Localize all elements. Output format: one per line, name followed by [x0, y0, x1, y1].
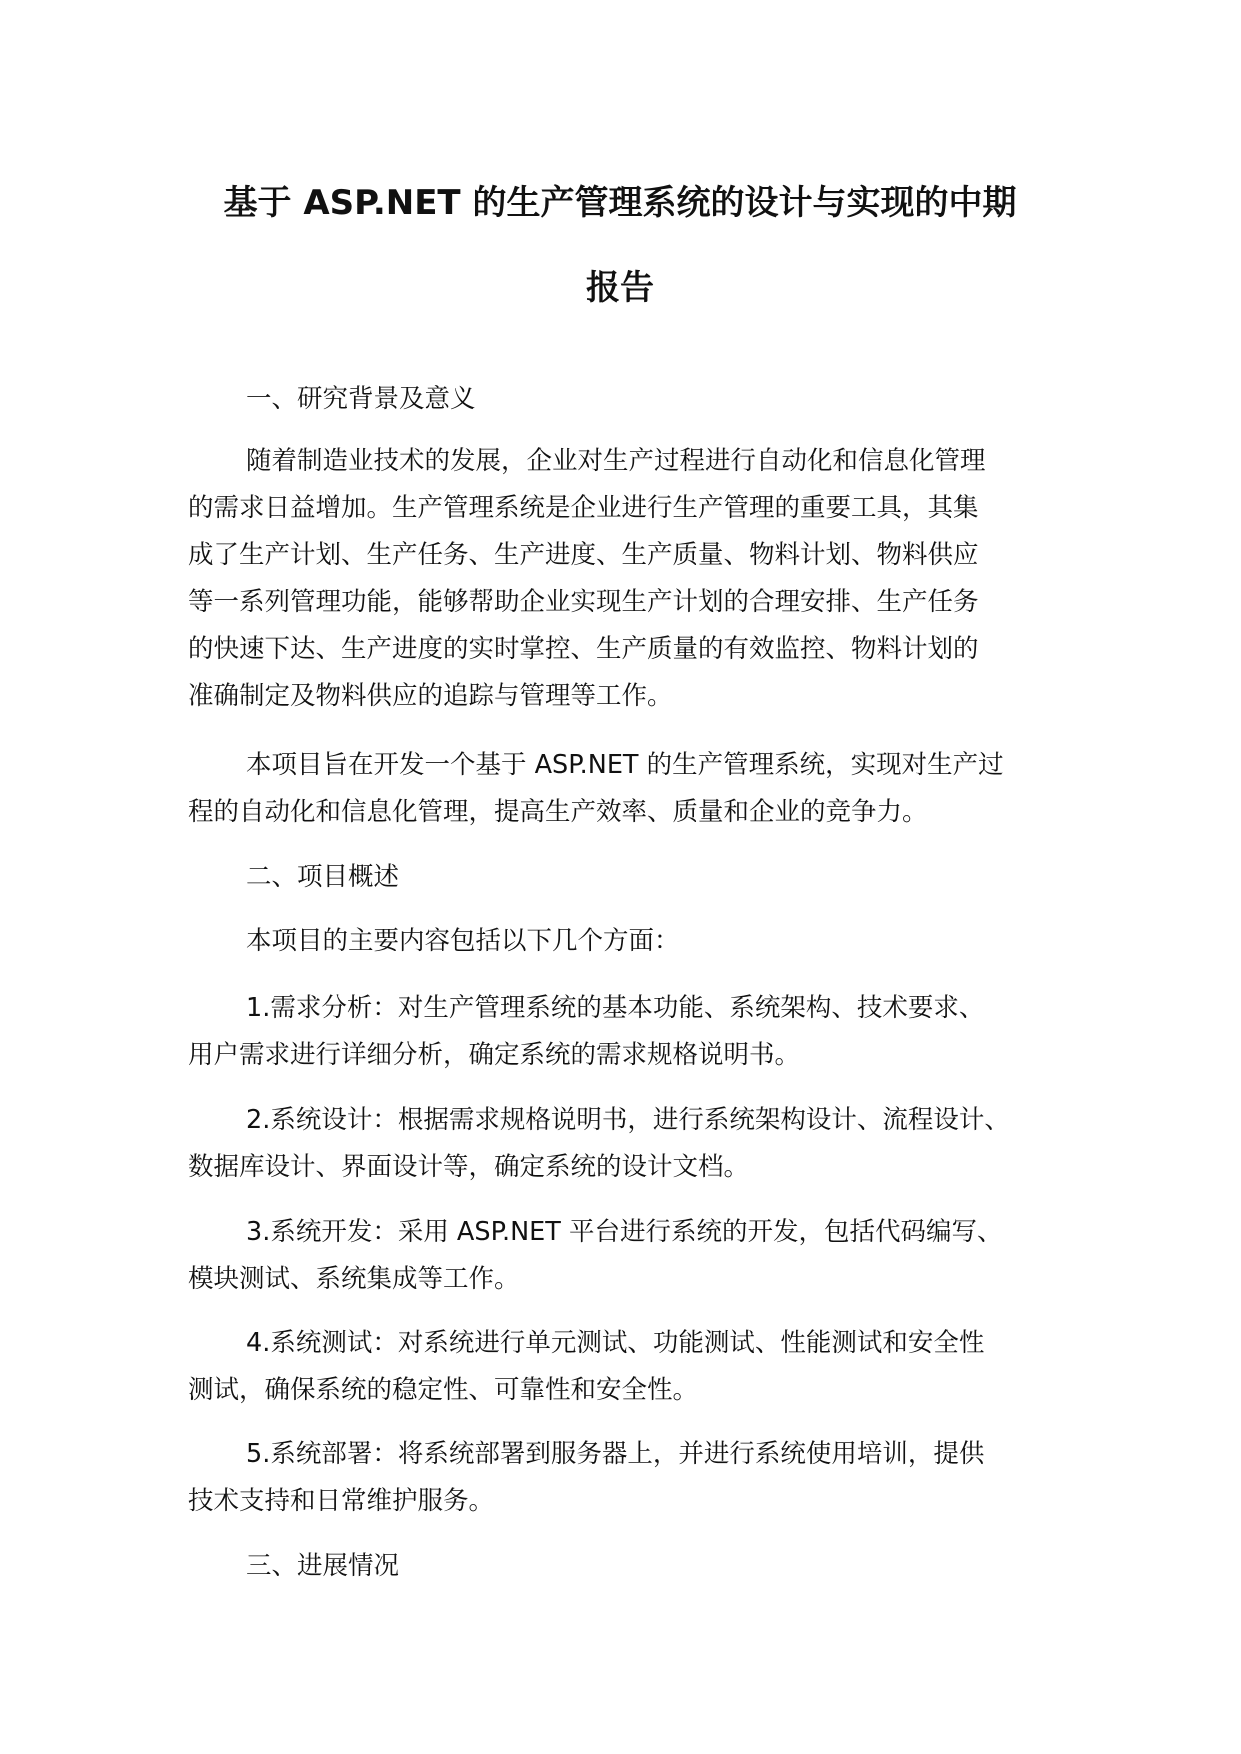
paragraph-line: 本项目旨在开发一个基于 ASP.NET 的生产管理系统，实现对生产过	[246, 750, 1004, 780]
section-heading-background: 一、研究背景及意义	[246, 384, 476, 414]
paragraph-line: 的快速下达、生产进度的实时掌控、生产质量的有效监控、物料计划的	[188, 634, 979, 664]
list-item-line: 5.系统部署：将系统部署到服务器上，并进行系统使用培训，提供	[246, 1439, 985, 1469]
section-heading-progress: 三、进展情况	[246, 1551, 400, 1581]
paragraph-line: 准确制定及物料供应的追踪与管理等工作。	[188, 681, 673, 711]
list-item-line: 数据库设计、界面设计等，确定系统的设计文档。	[188, 1152, 750, 1182]
list-item-line: 测试，确保系统的稳定性、可靠性和安全性。	[188, 1375, 699, 1405]
document-title-line-1: 基于 ASP.NET 的生产管理系统的设计与实现的中期	[223, 183, 1017, 223]
paragraph-line: 成了生产计划、生产任务、生产进度、生产质量、物料计划、物料供应	[188, 540, 979, 570]
paragraph-line: 等一系列管理功能，能够帮助企业实现生产计划的合理安排、生产任务	[188, 587, 979, 617]
paragraph-line: 的需求日益增加。生产管理系统是企业进行生产管理的重要工具，其集	[188, 493, 979, 523]
list-item-line: 技术支持和日常维护服务。	[188, 1486, 495, 1516]
list-item-line: 4.系统测试：对系统进行单元测试、功能测试、性能测试和安全性	[246, 1328, 985, 1358]
paragraph-line: 随着制造业技术的发展，企业对生产过程进行自动化和信息化管理	[246, 446, 986, 476]
section-heading-overview: 二、项目概述	[246, 862, 400, 892]
list-item-line: 3.系统开发：采用 ASP.NET 平台进行系统的开发，包括代码编写、	[246, 1217, 1003, 1247]
list-item-line: 用户需求进行详细分析，确定系统的需求规格说明书。	[188, 1040, 801, 1070]
paragraph-line: 本项目的主要内容包括以下几个方面：	[246, 926, 680, 956]
paragraph-line: 程的自动化和信息化管理，提高生产效率、质量和企业的竞争力。	[188, 797, 928, 827]
list-item-line: 2.系统设计：根据需求规格说明书，进行系统架构设计、流程设计、	[246, 1105, 1010, 1135]
list-item-line: 模块测试、系统集成等工作。	[188, 1264, 520, 1294]
document-title-line-2: 报告	[586, 268, 654, 308]
list-item-line: 1.需求分析：对生产管理系统的基本功能、系统架构、技术要求、	[246, 993, 985, 1023]
